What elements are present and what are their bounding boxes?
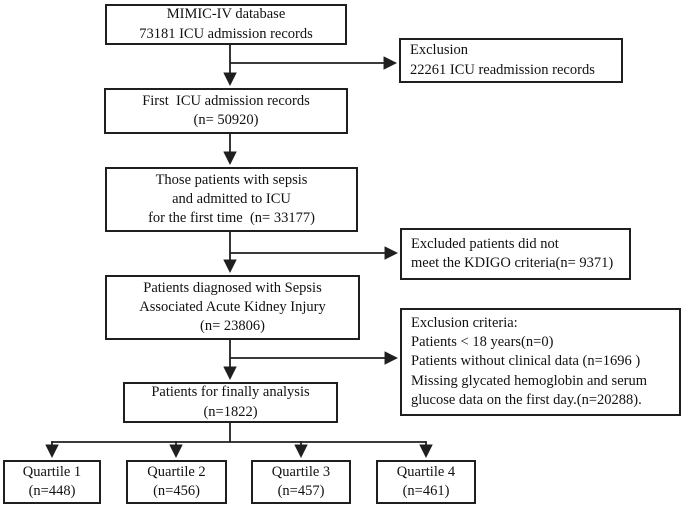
- box-text-line: (n= 50920): [193, 112, 259, 128]
- box-text-line: for the first time (n= 33177): [148, 210, 315, 227]
- box-text-line: Exclusion: [410, 42, 468, 59]
- flow-box-quartile-2: [126, 460, 227, 504]
- box-text-line: glucose data on the first day.(n=20288).: [411, 391, 642, 408]
- flow-box-mimic-database: [105, 4, 347, 45]
- box-text-line: Excluded patients did not: [411, 235, 559, 252]
- box-text-line: Those patients with sepsis: [155, 171, 308, 188]
- box-text-line: Patients for finally analysis: [151, 384, 310, 401]
- box-text-line: Quartile 1: [22, 463, 82, 480]
- flow-box-exclusion-kdigo: [400, 228, 631, 280]
- box-text-line: MIMIC-IV database: [166, 6, 286, 23]
- box-text-line: Quartile 3: [271, 463, 331, 480]
- box-text-line: (n=461): [402, 483, 450, 499]
- box-text-line: (n=457): [277, 483, 325, 499]
- box-text-line: Quartile 4: [396, 463, 456, 480]
- flow-box-first-icu-admissions: [104, 88, 348, 134]
- box-text-line: 22261 ICU readmission records: [410, 61, 595, 78]
- flow-box-quartile-4: [376, 460, 476, 504]
- flow-box-exclusion-criteria: [400, 308, 681, 416]
- box-text-line: and admitted to ICU: [172, 190, 291, 207]
- box-text-line: (n= 23806): [200, 318, 265, 335]
- box-text-line: Quartile 2: [147, 463, 206, 480]
- box-text-line: Missing glycated hemoglobin and serum: [411, 372, 647, 389]
- box-text-line: (n=448): [28, 483, 76, 499]
- flow-box-exclusion-readmission: [399, 38, 623, 83]
- box-text-line: Exclusion criteria:: [411, 314, 518, 331]
- flow-box-sepsis-aki-diagnosed: [105, 275, 360, 340]
- flow-box-quartile-1: [3, 460, 101, 504]
- box-text-line: 73181 ICU admission records: [139, 25, 313, 42]
- box-text-line: (n=1822): [203, 403, 258, 420]
- flow-box-quartile-3: [251, 460, 351, 504]
- box-text-line: Patients < 18 years(n=0): [411, 334, 554, 351]
- box-text-line: (n=456): [153, 483, 200, 499]
- flow-box-final-analysis: [123, 382, 338, 423]
- flow-box-sepsis-first-time: [105, 167, 358, 232]
- box-text-line: Associated Acute Kidney Injury: [139, 298, 326, 315]
- box-text-line: meet the KDIGO criteria(n= 9371): [411, 255, 614, 271]
- box-text-line: Patients diagnosed with Sepsis: [143, 279, 322, 296]
- box-text-line: First ICU admission records: [142, 92, 310, 109]
- box-text-line: Patients without clinical data (n=1696 ): [411, 353, 641, 370]
